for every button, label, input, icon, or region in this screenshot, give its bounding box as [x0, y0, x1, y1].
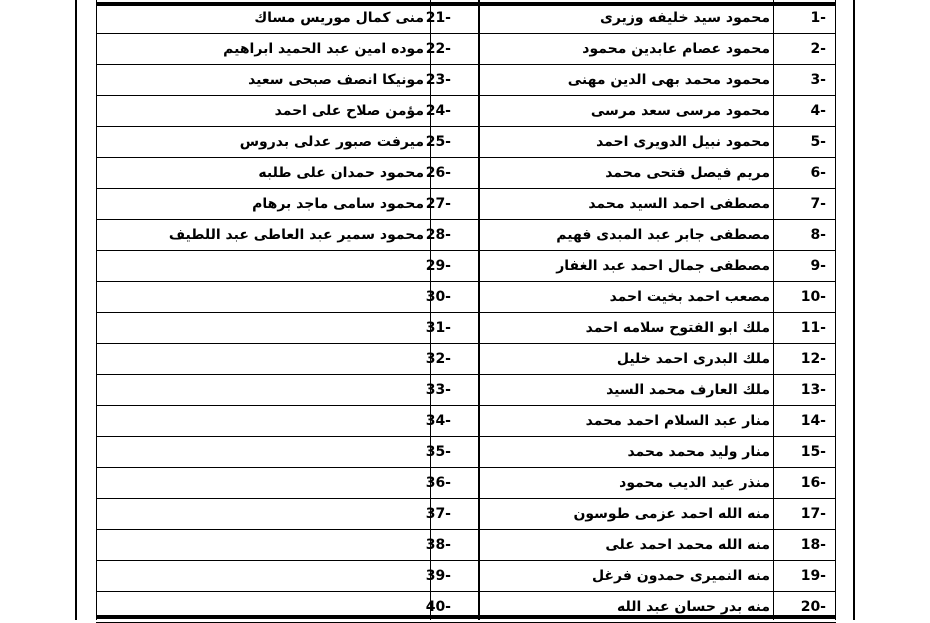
right-name-cell: مصطفى جابر عبد المبدى فهيم: [556, 227, 770, 243]
left-name-cell: [102, 375, 424, 405]
table-row: [96, 499, 836, 530]
left-number-cell: 30-: [425, 289, 451, 305]
left-number-cell: 28-: [425, 227, 451, 243]
table-row: [96, 468, 836, 499]
right-number-cell: 10-: [800, 289, 826, 305]
right-name-cell: منار عبد السلام احمد محمد: [585, 413, 770, 429]
left-number-cell: 40-: [425, 599, 451, 615]
right-number-cell: 15-: [800, 444, 826, 460]
right-name-cell: منذر عيد الديب محمود: [619, 475, 770, 491]
table-row: [96, 3, 836, 34]
left-name-cell: ميرفت صبور عدلى بدروس: [239, 134, 424, 150]
left-number-cell: 37-: [425, 506, 451, 522]
left-name-cell: محمود حمدان على طلبه: [258, 165, 424, 181]
right-number-cell: 17-: [800, 506, 826, 522]
left-name-cell: [102, 437, 424, 467]
left-number-cell: 36-: [425, 475, 451, 491]
right-number-cell: 3-: [810, 72, 826, 88]
left-number-cell: 34-: [425, 413, 451, 429]
right-number-cell: 11-: [800, 320, 826, 336]
table-row: [96, 313, 836, 344]
table-row: [96, 282, 836, 313]
names-table: [96, 0, 836, 620]
table-row: [96, 251, 836, 282]
right-name-cell: منه النميرى حمدون فرغل: [591, 568, 770, 584]
right-number-cell: 19-: [800, 568, 826, 584]
table-row: [96, 561, 836, 592]
table-row: [96, 344, 836, 375]
table-row: [96, 65, 836, 96]
right-name-cell: ملك البدرى احمد خليل: [616, 351, 770, 367]
right-name-cell: محمود سيد خليفه وزيرى: [600, 10, 770, 26]
left-name-cell: [102, 561, 424, 591]
table-row: [96, 189, 836, 220]
table-row: [96, 158, 836, 189]
right-number-cell: 1-: [810, 10, 826, 26]
table-row: [96, 437, 836, 468]
right-name-cell: مصطفى جمال احمد عبد الغفار: [556, 258, 770, 274]
right-number-cell: 13-: [800, 382, 826, 398]
left-name-cell: محمود سامى ماجد برهام: [252, 196, 424, 212]
left-number-cell: 21-: [425, 10, 451, 26]
right-number-cell: 8-: [810, 227, 826, 243]
right-number-cell: 18-: [800, 537, 826, 553]
right-name-cell: محمود مرسى سعد مرسى: [590, 103, 770, 119]
left-number-cell: 39-: [425, 568, 451, 584]
right-number-cell: 20-: [800, 599, 826, 615]
table-row: [96, 375, 836, 406]
page-border-right: [853, 0, 855, 620]
left-name-cell: [102, 406, 424, 436]
right-name-cell: ملك ابو الفتوح سلامه احمد: [585, 320, 770, 336]
left-name-cell: [102, 282, 424, 312]
left-number-cell: 29-: [425, 258, 451, 274]
left-name-cell: مونيكا انصف صبحى سعيد: [248, 72, 424, 88]
right-name-cell: محمود نبيل الدويرى احمد: [596, 134, 770, 150]
right-number-cell: 9-: [810, 258, 826, 274]
left-number-cell: 27-: [425, 196, 451, 212]
left-number-cell: 23-: [425, 72, 451, 88]
right-name-cell: ملك العارف محمد السيد: [606, 382, 770, 398]
right-name-cell: منار وليد محمد محمد: [627, 444, 770, 460]
right-number-cell: 14-: [800, 413, 826, 429]
table-row: [96, 34, 836, 65]
right-name-cell: محمود عصام عابدين محمود: [582, 41, 770, 57]
right-number-cell: 6-: [810, 165, 826, 181]
left-number-cell: 25-: [425, 134, 451, 150]
left-number-cell: 38-: [425, 537, 451, 553]
right-number-cell: 16-: [800, 475, 826, 491]
left-name-cell: [102, 468, 424, 498]
left-name-cell: منى كمال موريس مساك: [254, 10, 424, 26]
left-number-cell: 26-: [425, 165, 451, 181]
left-number-cell: 32-: [425, 351, 451, 367]
left-number-cell: 24-: [425, 103, 451, 119]
right-name-cell: مصطفى احمد السيد محمد: [588, 196, 770, 212]
right-number-cell: 5-: [810, 134, 826, 150]
right-number-cell: 12-: [800, 351, 826, 367]
table-row: [96, 592, 836, 623]
left-name-cell: [102, 530, 424, 560]
right-name-cell: مصعب احمد بخيت احمد: [609, 289, 770, 305]
table-row: [96, 96, 836, 127]
left-name-cell: [102, 592, 424, 622]
left-name-cell: [102, 344, 424, 374]
table-row: [96, 127, 836, 158]
left-name-cell: محمود سمير عبد العاطى عبد اللطيف: [168, 227, 424, 243]
left-number-cell: 33-: [425, 382, 451, 398]
left-name-cell: موده امين عبد الحميد ابراهيم: [223, 41, 424, 57]
right-number-cell: 4-: [810, 103, 826, 119]
left-number-cell: 31-: [425, 320, 451, 336]
left-number-cell: 35-: [425, 444, 451, 460]
right-number-cell: 2-: [810, 41, 826, 57]
left-name-cell: [102, 313, 424, 343]
table-row: [96, 220, 836, 251]
right-name-cell: مريم فيصل فتحى محمد: [605, 165, 770, 181]
right-name-cell: محمود محمد بهى الدين مهنى: [567, 72, 770, 88]
right-name-cell: منه بدر حسان عبد الله: [617, 599, 770, 615]
right-name-cell: منه الله احمد عزمى طوسون: [573, 506, 770, 522]
table-row: [96, 406, 836, 437]
left-name-cell: مؤمن صلاح على احمد: [274, 103, 424, 119]
right-number-cell: 7-: [810, 196, 826, 212]
table-row: [96, 530, 836, 561]
page-border-left: [75, 0, 77, 620]
left-name-cell: [102, 499, 424, 529]
right-name-cell: منه الله محمد احمد على: [605, 537, 770, 553]
left-name-cell: [102, 251, 424, 281]
left-number-cell: 22-: [425, 41, 451, 57]
